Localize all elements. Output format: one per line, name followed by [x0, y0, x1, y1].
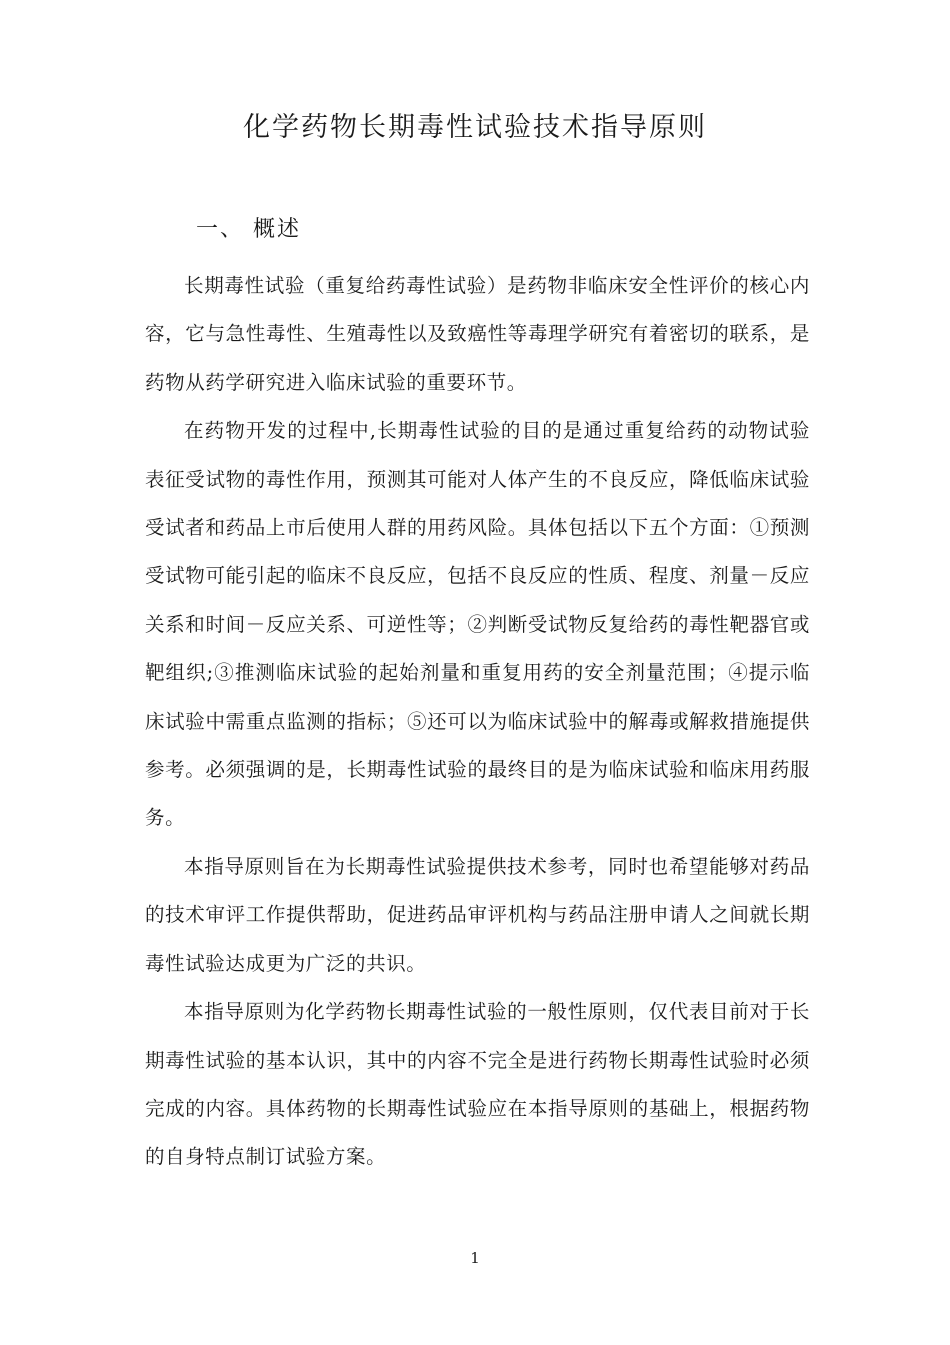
body-text: [145, 262, 810, 1182]
paragraph-2: 在药物开发的过程中,长期毒性试验的目的是通过重复给药的动物试验表征受试物的毒性作用，预测其可能对人体产生的不良反应，降低临床试验受试者和药品上市后使用人群的用药风险。具体包括以下五个方面：①预测受试物可能引起的临床不良反应，包括不良反应的性质、程度、剂量－反应关系和时间－反应关系、可逆性等；②判断受试物反复给药的毒性靶器官或靶组织;③推测临床试验的起始剂量和重复用药的安全剂量范围；④提示临床试验中需重点监测的指标；⑤还可以为临床试验中的解毒或解救措施提供参考。必须强调的是，长期毒性试验的最终目的是为临床试验和临床用药服务。: [145, 419, 810, 830]
page-number: 1: [470, 1249, 480, 1267]
section-heading: 一、 概述: [196, 217, 301, 242]
paragraph-4: 本指导原则为化学药物长期毒性试验的一般性原则，仅代表目前对于长期毒性试验的基本认识，其中的内容不完全是进行药物长期毒性试验时必须完成的内容。具体药物的长期毒性试验应在本指导原则的基础上，根据药物的自身特点制订试验方案。: [145, 1000, 810, 1169]
document-title: 化学药物长期毒性试验技术指导原则: [243, 112, 707, 143]
paragraph-1: 长期毒性试验（重复给药毒性试验）是药物非临床安全性评价的核心内容，它与急性毒性、生殖毒性以及致癌性等毒理学研究有着密切的联系，是药物从药学研究进入临床试验的重要环节。: [145, 274, 810, 394]
paragraph-3: 本指导原则旨在为长期毒性试验提供技术参考，同时也希望能够对药品的技术审评工作提供帮助，促进药品审评机构与药品注册申请人之间就长期毒性试验达成更为广泛的共识。: [145, 854, 810, 975]
